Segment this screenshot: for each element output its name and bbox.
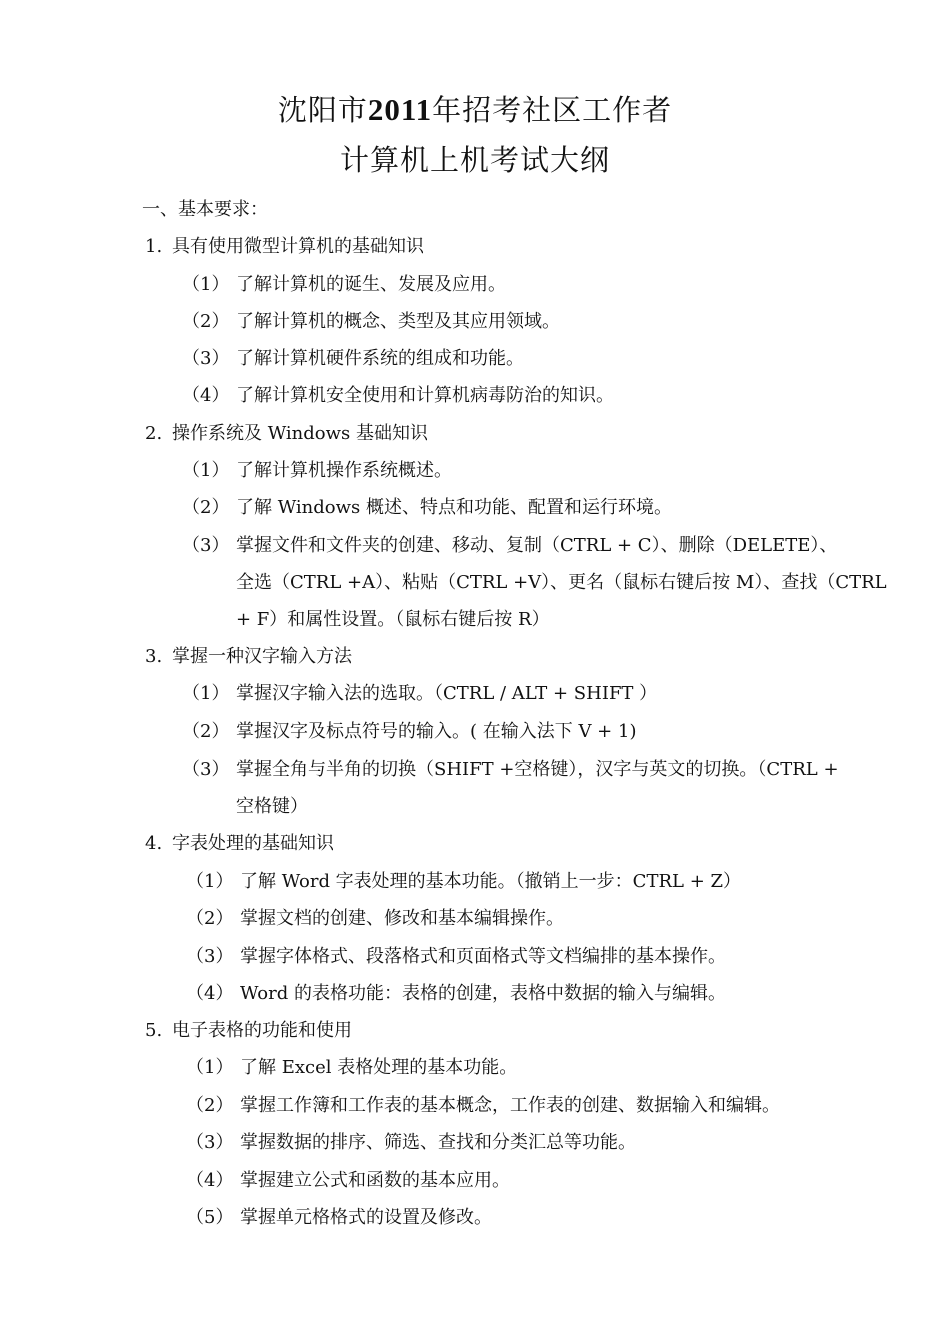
subitem-text: 掌握文件和文件夹的创建、移动、复制（CTRL + C）、删除（DELETE）、 xyxy=(236,535,838,556)
subitem-number: （1） xyxy=(182,274,230,295)
subitem-text: 掌握工作簿和工作表的基本概念，工作表的创建、数据输入和编辑。 xyxy=(240,1095,780,1116)
subitem-text: Word 的表格功能：表格的创建，表格中数据的输入与编辑。 xyxy=(240,983,726,1004)
item-title: 电子表格的功能和使用 xyxy=(172,1020,352,1041)
section-heading: 一、基本要求： xyxy=(142,199,268,220)
subitem-text: 了解计算机操作系统概述。 xyxy=(236,460,452,481)
subitem-number: （2） xyxy=(182,311,230,332)
subitem-text: 了解计算机的诞生、发展及应用。 xyxy=(236,274,506,295)
document-title-line2: 计算机上机考试大纲 xyxy=(339,143,610,177)
subitem-number: （3） xyxy=(186,1132,234,1153)
subitem-text: 掌握字体格式、段落格式和页面格式等文档编排的基本操作。 xyxy=(240,946,726,967)
item-number: 1. xyxy=(145,236,163,257)
item-title: 掌握一种汉字输入方法 xyxy=(172,646,352,667)
subitem-text: 掌握单元格格式的设置及修改。 xyxy=(240,1207,492,1228)
subitem-text: 掌握文档的创建、修改和基本编辑操作。 xyxy=(240,908,564,929)
subitem-2-3-continued: 全选（CTRL +A）、粘贴（CTRL +V）、更名（鼠标右键后按 M）、查找（CTRL xyxy=(236,572,887,593)
subitem-text: 掌握全角与半角的切换（SHIFT +空格键），汉字与英文的切换。（CTRL + xyxy=(236,759,839,780)
subitem-number: （2） xyxy=(182,721,230,742)
item-title: 具有使用微型计算机的基础知识 xyxy=(172,236,424,257)
subitem-text: 掌握汉字输入法的选取。（CTRL / ALT + SHIFT ） xyxy=(236,683,658,704)
subitem-number: （3） xyxy=(182,759,230,780)
item-title: 操作系统及 Windows 基础知识 xyxy=(172,423,428,444)
subitem-number: （4） xyxy=(186,983,234,1004)
item-number: 4. xyxy=(145,833,163,854)
title-prefix: 沈阳市 xyxy=(277,93,368,127)
subitem-text: 了解计算机安全使用和计算机病毒防治的知识。 xyxy=(236,385,614,406)
subitem-text: 了解 Windows 概述、特点和功能、配置和运行环境。 xyxy=(236,497,672,518)
subitem-number: （5） xyxy=(186,1207,234,1228)
subitem-text: 掌握数据的排序、筛选、查找和分类汇总等功能。 xyxy=(240,1132,636,1153)
document-title-line1 xyxy=(0,88,950,129)
subitem-number: （1） xyxy=(182,460,230,481)
subitem-text: 了解 Word 字表处理的基本功能。（撤销上一步：CTRL + Z） xyxy=(240,871,742,892)
title-year: 2011 xyxy=(367,92,433,127)
subitem-number: （1） xyxy=(182,683,230,704)
subitem-2-3-continued: + F）和属性设置。（鼠标右键后按 R） xyxy=(236,609,550,630)
item-number: 2. xyxy=(145,423,163,444)
subitem-text: 了解 Excel 表格处理的基本功能。 xyxy=(240,1057,518,1078)
subitem-text: 了解计算机硬件系统的组成和功能。 xyxy=(236,348,524,369)
subitem-number: （3） xyxy=(182,348,230,369)
subitem-text: 掌握汉字及标点符号的输入。( 在输入法下 V + 1) xyxy=(236,721,637,742)
item-title: 字表处理的基础知识 xyxy=(172,833,334,854)
item-number: 3. xyxy=(145,646,163,667)
subitem-number: （4） xyxy=(182,385,230,406)
subitem-number: （2） xyxy=(186,908,234,929)
subitem-number: （4） xyxy=(186,1170,234,1191)
subitem-number: （3） xyxy=(186,946,234,967)
subitem-text: 了解计算机的概念、类型及其应用领域。 xyxy=(236,311,560,332)
title-suffix: 年招考社区工作者 xyxy=(432,93,673,127)
subitem-number: （1） xyxy=(186,871,234,892)
subitem-text: 掌握建立公式和函数的基本应用。 xyxy=(240,1170,510,1191)
subitem-3-3-continued: 空格键） xyxy=(236,796,308,817)
subitem-number: （1） xyxy=(186,1057,234,1078)
subitem-number: （3） xyxy=(182,535,230,556)
subitem-number: （2） xyxy=(186,1095,234,1116)
subitem-number: （2） xyxy=(182,497,230,518)
item-number: 5. xyxy=(145,1020,163,1041)
